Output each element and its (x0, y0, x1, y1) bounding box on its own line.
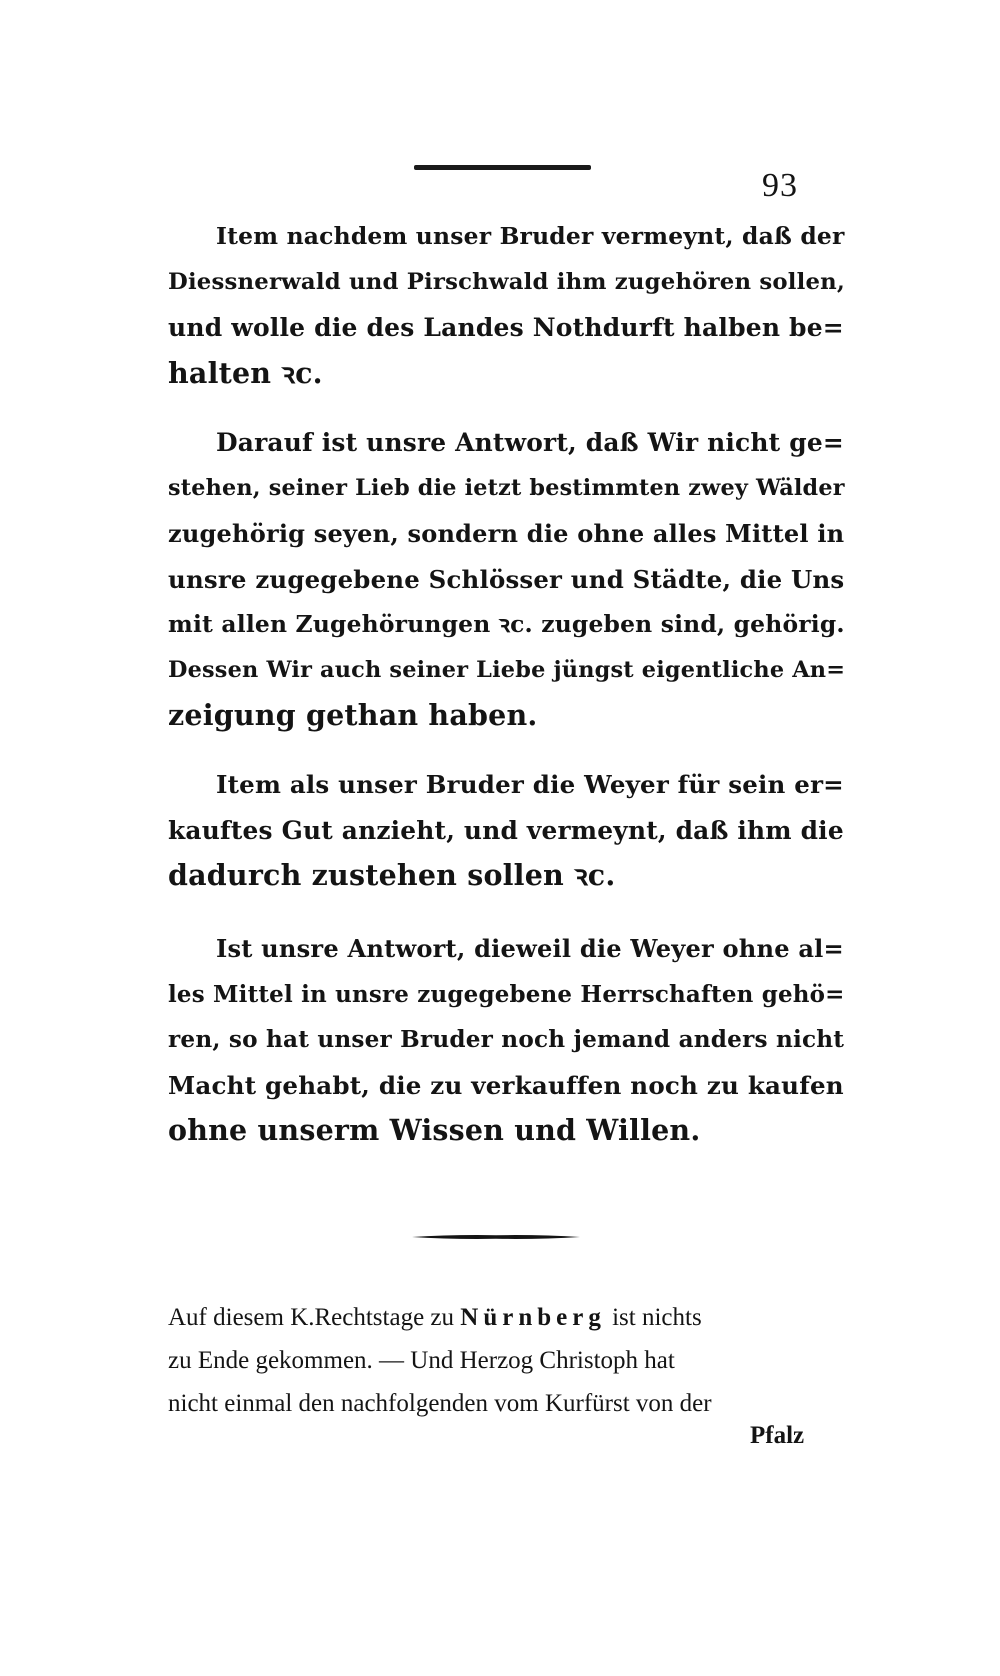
place-name: Nürnberg (460, 1304, 606, 1331)
catchword: Pfalz (750, 1422, 805, 1449)
text-line: stehen, seiner Lieb die ietzt bestimmten zwey Wälder (168, 474, 845, 501)
text-line: ren, so hat unser Bruder noch jemand anders nicht (168, 1026, 845, 1053)
page-number: 93 (762, 167, 798, 204)
note-line: zu Ende gekommen. — Und Herzog Christoph hat (168, 1347, 675, 1374)
header-rule (414, 165, 591, 170)
text-line: Dessen Wir auch seiner Liebe jüngst eigentliche An= (168, 656, 846, 683)
text-line: und wolle die des Landes Nothdurft halben be= (168, 313, 844, 342)
text-line: Ist unsre Antwort, dieweil die Weyer ohne al= (216, 934, 844, 963)
note-line: nicht einmal den nachfolgenden vom Kurfürst von der (168, 1390, 712, 1417)
text-line: Item nachdem unser Bruder vermeynt, daß der (216, 222, 845, 250)
paragraph-1 (168, 214, 846, 396)
text-line: unsre zugegebene Schlösser und Städte, die Uns (168, 564, 845, 594)
text-line: ohne unserm Wissen und Willen. (168, 1113, 701, 1147)
text-line: Darauf ist unsre Antwort, daß Wir nicht ge= (216, 428, 844, 457)
text-line: mit allen Zugehörungen ꝛc. zugeben sind, gehörig. (168, 610, 845, 638)
text-line: Macht gehabt, die zu verkauffen noch zu kaufen (168, 1070, 844, 1100)
paragraph-2 (168, 420, 846, 739)
text-line: les Mittel in unsre zugegebene Herrschaften gehö= (168, 980, 845, 1008)
paragraph-4 (168, 926, 843, 1154)
text-line: halten ꝛc. (168, 355, 323, 390)
note-text: Auf diesem K.Rechtstage zu (168, 1304, 461, 1331)
text-line: kauftes Gut anzieht, und vermeynt, daß ihm die (168, 815, 844, 845)
text-line: Item als unser Bruder die Weyer für sein er= (216, 770, 844, 799)
note-line (168, 1296, 843, 1339)
text-line: zeigung gethan haben. (168, 698, 538, 732)
paragraph-3 (168, 762, 843, 899)
ornamental-rule (412, 1233, 580, 1241)
text-line: zugehörig seyen, sondern die ohne alles Mittel in (168, 519, 845, 548)
editorial-note (168, 1296, 843, 1425)
text-line: dadurch zustehen sollen ꝛc. (168, 858, 616, 892)
note-text: ist nichts (605, 1304, 702, 1331)
text-line: Diessnerwald und Pirschwald ihm zugehören sollen, (168, 268, 846, 295)
